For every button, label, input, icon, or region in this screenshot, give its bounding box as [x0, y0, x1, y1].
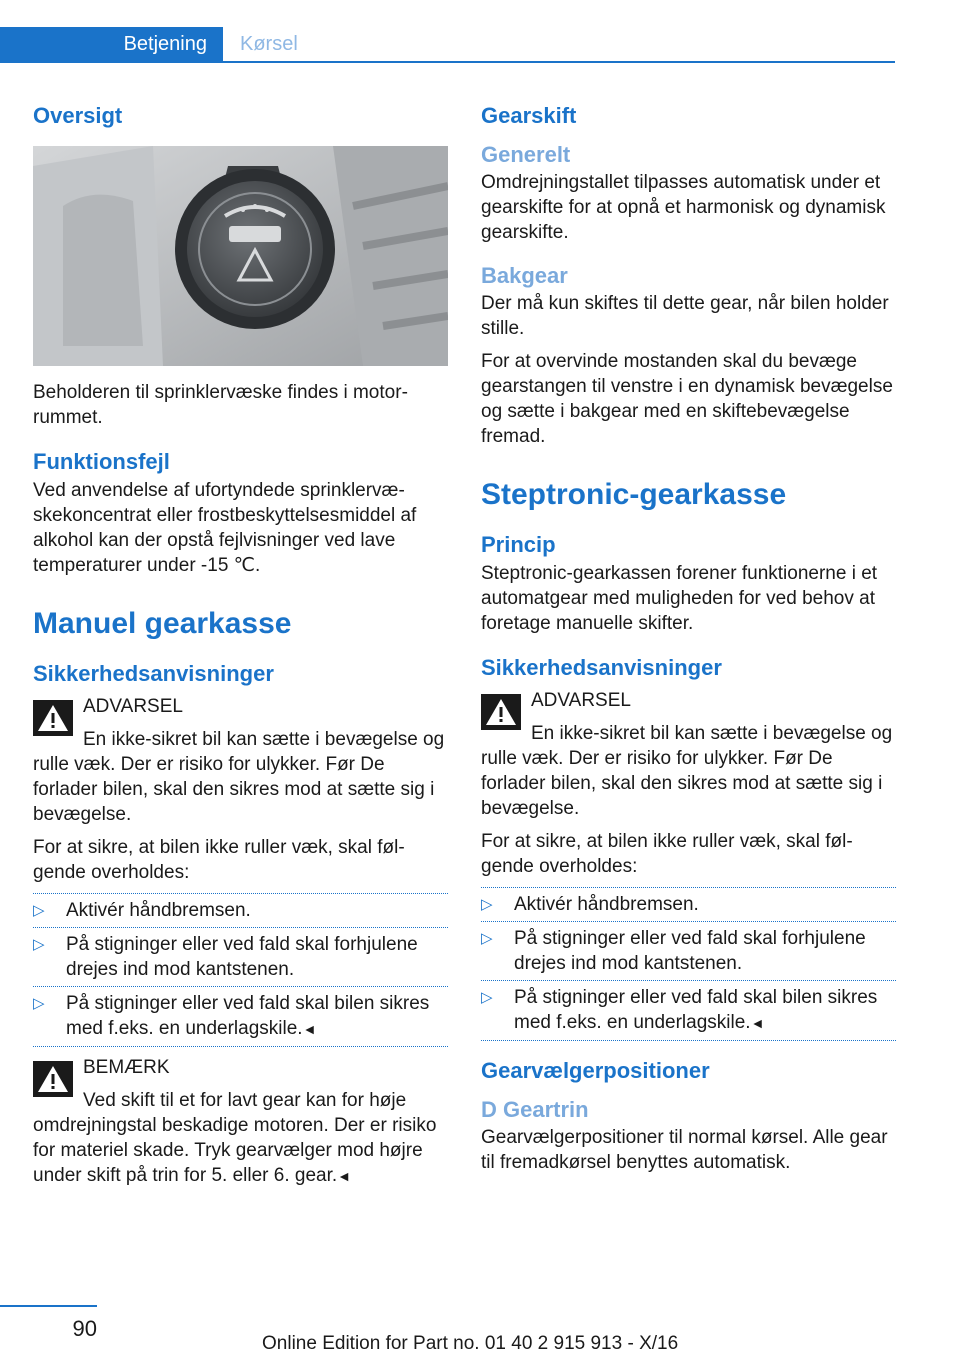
- gearskift-heading: Gearskift: [481, 103, 577, 128]
- footer-rule: [0, 1305, 97, 1307]
- right-column: [481, 100, 896, 1183]
- header-tabbar: [0, 27, 895, 63]
- triangle-bullet-icon: ▷: [33, 995, 45, 1012]
- note-text: Ved skift til et for lavt gear kan for høje omdrejningstal beskadige motoren. Der er risiko for materiel skade. Tryk gearvælger mod højre under skift på trin for 5. eller 6. gear.◄: [33, 1090, 437, 1186]
- list-item: ▷ På stigninger eller ved fald skal bilen sikres med f.eks. en underlagskile.◄: [33, 987, 448, 1047]
- list-item: ▷ På stigninger eller ved fald skal bilen sikres med f.eks. en underlagskile.◄: [481, 981, 896, 1041]
- triangle-bullet-icon: ▷: [33, 936, 45, 953]
- page-number: 90: [72, 1316, 97, 1341]
- washer-reservoir-photo: [33, 146, 448, 366]
- funktionsfejl-text: Ved anvendelse af ufortyndede sprinklervæskekoncentrat eller frostbeskyttelsesmiddel af alkohol kan der opstå fejlvisninger ved lave temperaturer under -15 ℃.: [33, 480, 417, 576]
- list-item: ▷ Aktivér håndbremsen.: [33, 894, 448, 928]
- warning-triangle-icon: [481, 694, 521, 730]
- gearvaelger-heading: Gearvælgerpositioner: [481, 1058, 710, 1083]
- left-column: [33, 100, 448, 1197]
- tab-betjening[interactable]: Betjening: [0, 27, 223, 61]
- warning-block-right: [481, 688, 896, 821]
- list-item: ▷ Aktivér håndbremsen.: [481, 888, 896, 922]
- photo-caption: Beholderen til sprinklervæske findes i motorrummet.: [33, 382, 408, 428]
- note-block-left: [33, 1055, 448, 1189]
- end-mark-icon: ◄: [302, 1021, 317, 1037]
- triangle-bullet-icon: ▷: [481, 896, 493, 913]
- sikkerhed-heading-right: Sikkerhedsanvisninger: [481, 655, 722, 680]
- oversigt-heading: Oversigt: [33, 103, 123, 128]
- generelt-text: Omdrejningstallet tilpasses automatisk under et gearskifte for at opnå et harmonisk og dynamisk gearskifte.: [481, 172, 886, 243]
- secure-intro-left: For at sikre, at bilen ikke ruller væk, skal følgende overholdes:: [33, 837, 405, 883]
- warning-title-left: ADVARSEL: [83, 696, 183, 717]
- washer-cap-illustration: [33, 146, 448, 366]
- bakgear-heading: Bakgear: [481, 263, 568, 288]
- triangle-bullet-icon: ▷: [481, 930, 493, 947]
- sikkerhed-heading-left: Sikkerhedsanvisninger: [33, 661, 274, 686]
- dgear-text: Gearvælgerpositioner til normal kørsel. Alle gear til fremadkørsel benyttes automatisk.: [481, 1127, 888, 1173]
- triangle-bullet-icon: ▷: [33, 902, 45, 919]
- secure-list-right: [481, 887, 896, 1041]
- edition-footer: Online Edition for Part no. 01 40 2 915 913 - X/16: [262, 1333, 679, 1354]
- warning-text-right: En ikke-sikret bil kan sætte i bevægelse og rulle væk. Der er risiko for ulykker. Før De forlader bilen, skal den sikres mod at sætte sig i bevægelse.: [481, 723, 893, 819]
- bakgear-text-2: For at overvinde mostanden skal du bevæge gearstangen til venstre i en dynamisk bevægelse og sætte i bakgear med en skiftebevægelse fremad.: [481, 351, 893, 447]
- dgear-heading: D Geartrin: [481, 1097, 589, 1122]
- bakgear-text-1: Der må kun skiftes til dette gear, når bilen holder stille.: [481, 293, 889, 339]
- generelt-heading: Generelt: [481, 142, 571, 167]
- princip-heading: Princip: [481, 532, 556, 557]
- warning-triangle-icon: [33, 1061, 73, 1097]
- manuel-gearkasse-heading: Manuel gearkasse: [33, 607, 292, 640]
- list-item: ▷ På stigninger eller ved fald skal forhjulene drejes ind mod kantstenen.: [33, 928, 448, 987]
- princip-text: Steptronic-gearkassen forener funktionerne i et automatgear med muligheden for ved behov at foretage manuelle skifter.: [481, 563, 878, 634]
- list-item: ▷ På stigninger eller ved fald skal forhjulene drejes ind mod kantstenen.: [481, 922, 896, 981]
- triangle-bullet-icon: ▷: [481, 989, 493, 1006]
- warning-title-right: ADVARSEL: [531, 690, 631, 711]
- note-title: BEMÆRK: [83, 1057, 170, 1078]
- steptronic-heading: Steptronic-gearkasse: [481, 478, 787, 511]
- warning-triangle-icon: [33, 700, 73, 736]
- funktionsfejl-heading: Funktionsfejl: [33, 449, 170, 474]
- tab-korsel[interactable]: Kørsel: [240, 33, 298, 55]
- secure-intro-right: For at sikre, at bilen ikke ruller væk, skal følgende overholdes:: [481, 831, 853, 877]
- warning-block-left: [33, 694, 448, 827]
- secure-list-left: [33, 893, 448, 1047]
- end-mark-icon: ◄: [750, 1015, 765, 1031]
- warning-text-left: En ikke-sikret bil kan sætte i bevægelse og rulle væk. Der er risiko for ulykker. Før De forlader bilen, skal den sikres mod at sætte sig i bevægelse.: [33, 729, 445, 825]
- end-mark-icon: ◄: [337, 1168, 352, 1184]
